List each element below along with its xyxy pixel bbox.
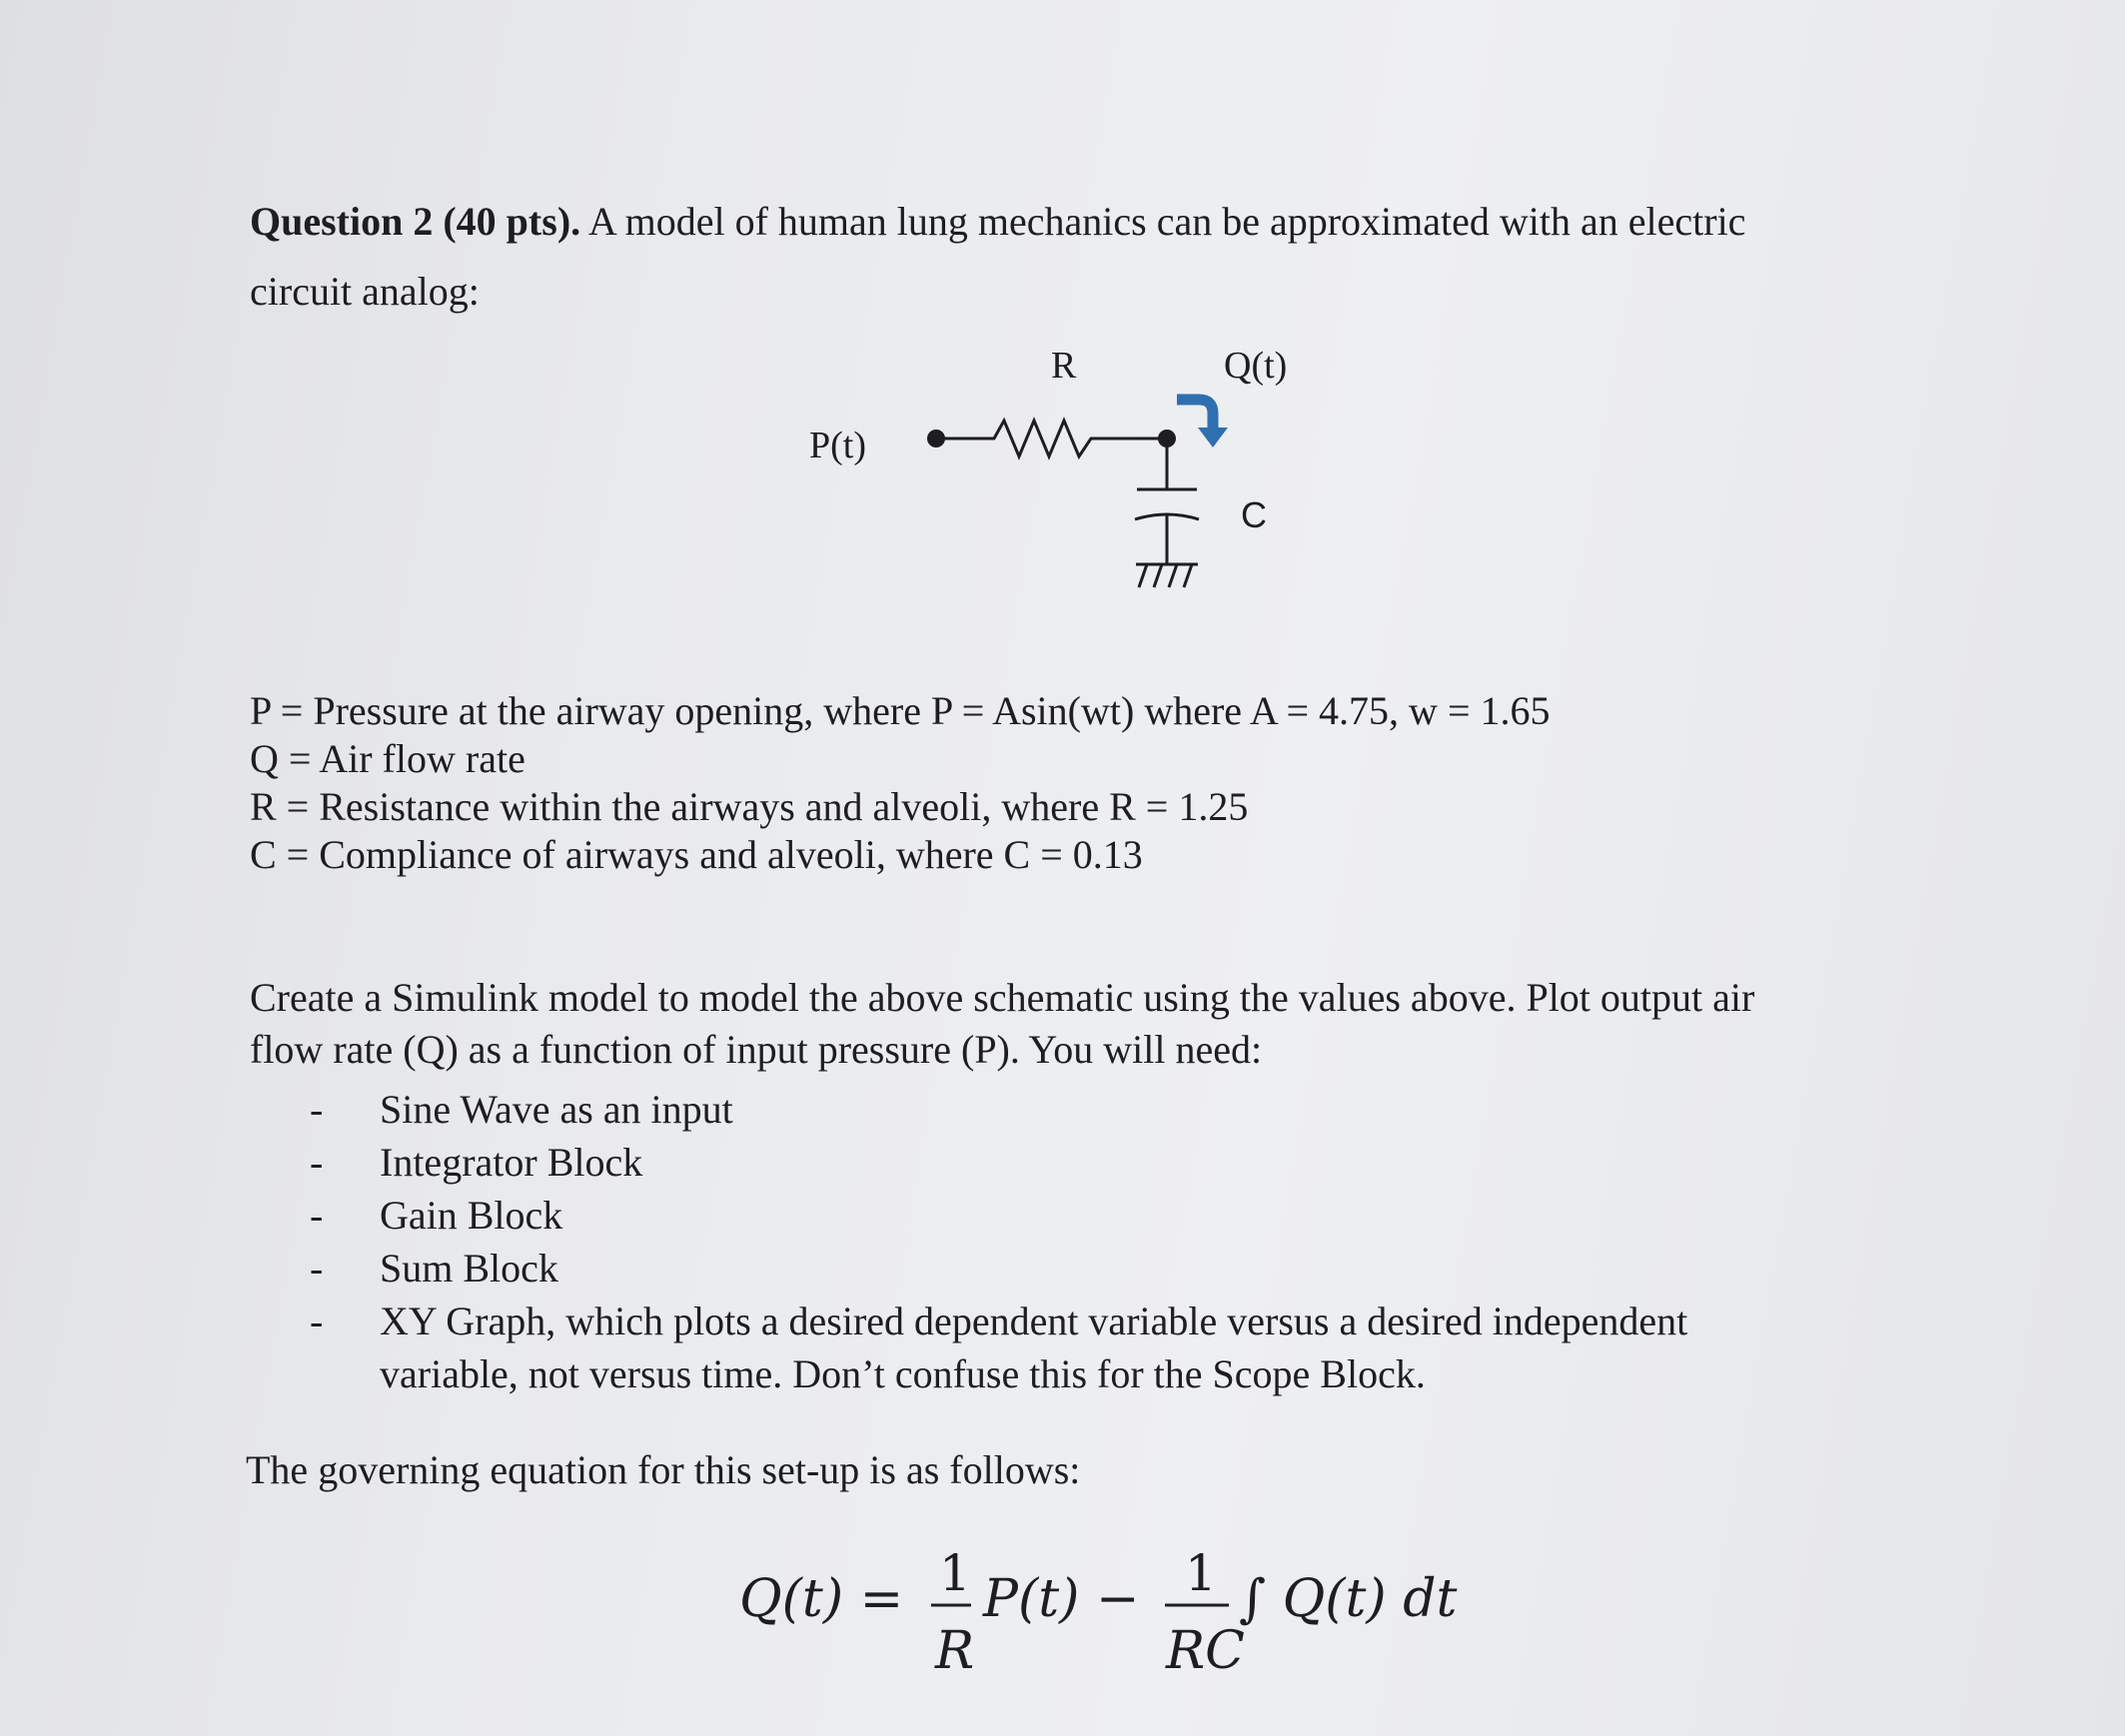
definition-q: Q = Air flow rate [250,736,526,781]
input-label: P(t) [809,425,866,466]
governing-equation [739,1528,1519,1698]
definition-r: R = Resistance within the airways and alveoli, where R = 1.25 [250,784,1249,829]
flow-label: Q(t) [1224,345,1288,387]
definition-c: C = Compliance of airways and alveoli, where C = 0.13 [250,832,1143,877]
question-intro-line1: A model of human lung mechanics can be approximated with an electric [580,199,1746,244]
list-bullet: - [310,1193,324,1238]
task-line2: flow rate (Q) as a function of input pressure (P). You will need: [250,1027,1263,1072]
capacitor-label: C [1241,494,1267,535]
flow-arrow-head-icon [1198,428,1228,447]
resistor-symbol [936,421,1167,456]
equation-term1: P(t) − [983,1569,1140,1629]
equation-lhs: Q(t) = [739,1569,904,1629]
list-bullet: - [310,1299,324,1343]
list-bullet: - [310,1087,324,1132]
question-intro-line2: circuit analog: [250,269,480,314]
task-line1: Create a Simulink model to model the above schematic using the values above. Plot output air [250,975,1755,1020]
list-bullet: - [310,1246,324,1291]
task-description [250,974,1754,1078]
list-item-label: variable, not versus time. Don’t confuse this for the Scope Block. [380,1351,1426,1396]
list-item-label: Sum Block [380,1246,558,1291]
list-item-label: XY Graph, which plots a desired dependent variable versus a desired independent [380,1299,1688,1343]
resistor-label: R [1051,345,1077,387]
list-item-label: Sine Wave as an input [380,1087,733,1132]
definition-p: P = Pressure at the airway opening, where P = Asin(wt) where A = 4.75, w = 1.65 [250,688,1551,733]
definitions-list [250,687,1551,879]
question-header [250,198,1745,246]
fraction2-denominator: RC [1166,1621,1245,1681]
list-item-label: Integrator Block [380,1140,643,1185]
list-bullet: - [310,1140,324,1185]
fraction1-numerator: 1 [939,1544,971,1602]
fraction1-denominator: R [935,1621,975,1681]
flow-arrow-icon [1177,400,1213,430]
circuit-diagram [779,330,1339,629]
question-number: Question 2 (40 pts). [250,199,581,244]
list-item-label: Gain Block [380,1193,563,1238]
ground-hatch-icon [1139,564,1192,587]
equation-term2: ∫ Q(t) dt [1239,1569,1458,1629]
governing-equation-intro: The governing equation for this set-up is as follows: [246,1447,1081,1492]
fraction2-numerator: 1 [1185,1544,1217,1602]
